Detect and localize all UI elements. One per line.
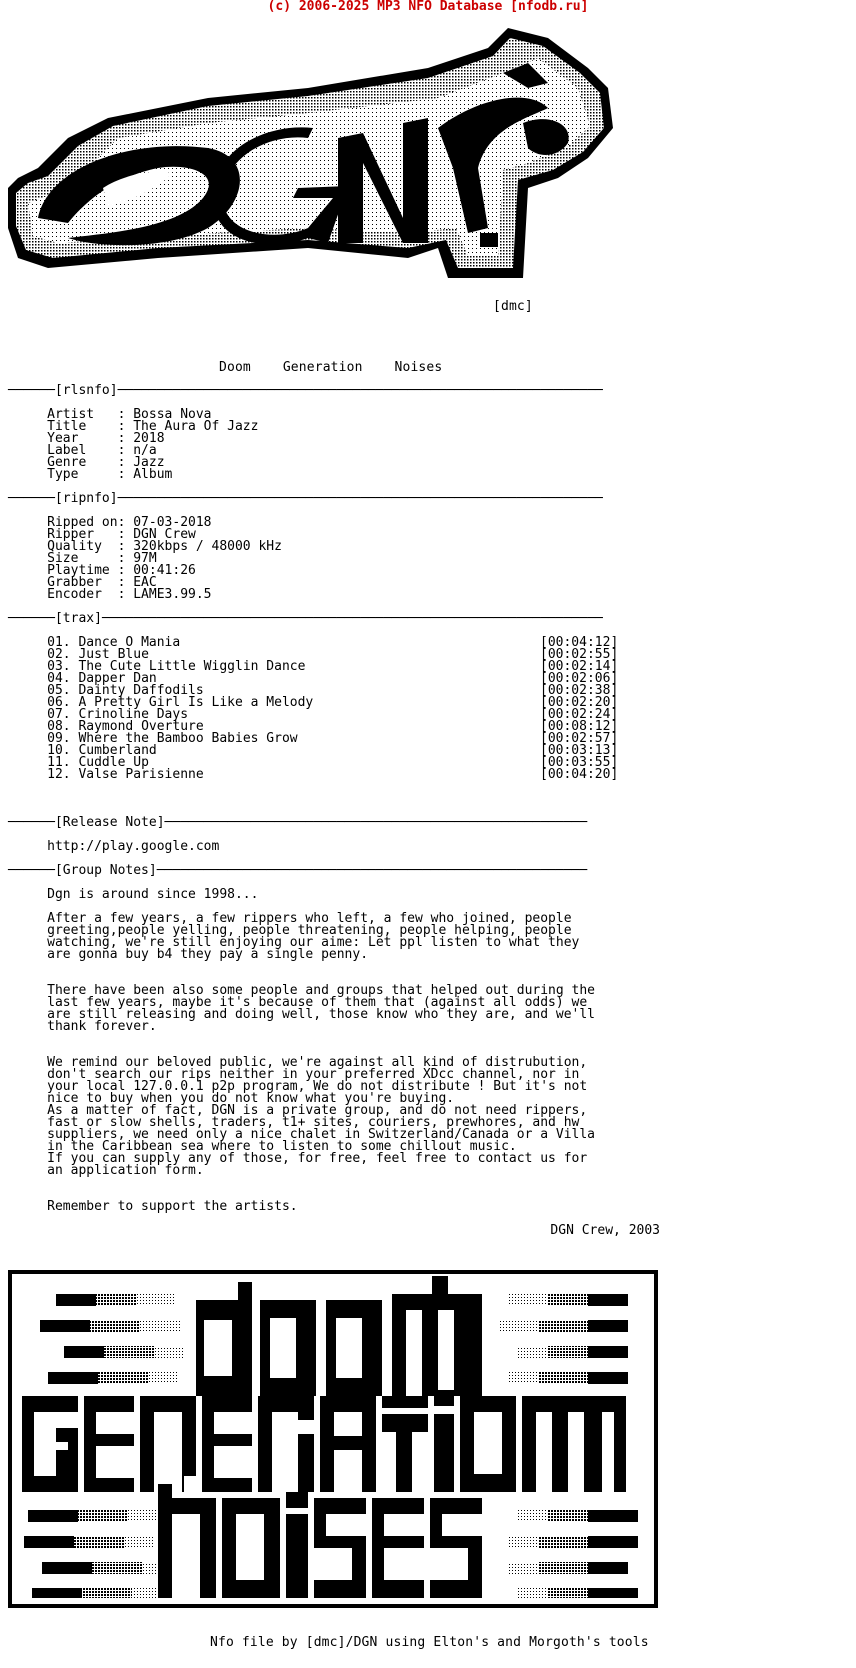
release-title: Title : The Aura Of Jazz bbox=[47, 419, 259, 434]
track-time: [00:03:55] bbox=[540, 755, 619, 770]
track-time: [00:08:12] bbox=[540, 719, 619, 734]
track-title: Dapper Dan bbox=[78, 671, 157, 686]
section-label: [trax] bbox=[54, 611, 102, 626]
group-notes-line: in the Caribbean sea where to listen to some chillout music. bbox=[47, 1139, 517, 1154]
track-time: [00:02:14] bbox=[540, 659, 619, 674]
section-label: [ripnfo] bbox=[54, 491, 118, 506]
group-notes-line: greeting,people yelling, people threatening, people helping, people bbox=[47, 923, 572, 938]
track-number: 09. bbox=[47, 731, 71, 746]
group-notes-remember: Remember to support the artists. bbox=[47, 1199, 298, 1214]
track-title: Where the Bamboo Babies Grow bbox=[78, 731, 298, 746]
rip-quality: Quality : 320kbps / 48000 kHz bbox=[47, 539, 282, 554]
rip-playtime: Playtime : 00:41:26 bbox=[47, 563, 196, 578]
release-label: Label : n/a bbox=[47, 443, 157, 458]
track-number: 04. bbox=[47, 671, 71, 686]
track-title: Cuddle Up bbox=[78, 755, 149, 770]
track-title: A Pretty Girl Is Like a Melody bbox=[78, 695, 314, 710]
track-number: 03. bbox=[47, 659, 71, 674]
group-notes-line: your local 127.0.0.1 p2p program, We do not distribute ! But it's not bbox=[47, 1079, 588, 1094]
group-notes-line: suppliers, we need only a nice chalet in Switzerland/Canada or a Villa bbox=[47, 1127, 596, 1142]
section-divider-group-notes: ──────[Group Notes]─────────────────────────────────────────────────────── bbox=[8, 863, 588, 878]
track-time: [00:02:24] bbox=[540, 707, 619, 722]
group-notes-line: After a few years, a few rippers who left, a few who joined, people bbox=[47, 911, 572, 926]
section-divider-trax: ──────[trax]──────────────────────────────────────────────────────────────── bbox=[8, 611, 603, 626]
group-notes-line: fast or slow shells, traders, t1+ sites, couriers, prewhores, and hw bbox=[47, 1115, 580, 1130]
track-number: 06. bbox=[47, 695, 71, 710]
doom-generation-noises-art bbox=[8, 1270, 660, 1614]
track-time: [00:03:13] bbox=[540, 743, 619, 758]
footer-credit: Nfo file by [dmc]/DGN using Elton's and Morgoth's tools bbox=[210, 1635, 649, 1650]
release-genre: Genre : Jazz bbox=[47, 455, 165, 470]
section-label: [rlsnfo] bbox=[54, 383, 118, 398]
rip-date: Ripped on: 07-03-2018 bbox=[47, 515, 212, 530]
group-notes-line: watching, we're still enjoying our aime: Let ppl listen to what they bbox=[47, 935, 580, 950]
track-number: 02. bbox=[47, 647, 71, 662]
track-title: Dance O Mania bbox=[78, 635, 181, 650]
track-number: 07. bbox=[47, 707, 71, 722]
track-list bbox=[8, 637, 660, 781]
track-number: 10. bbox=[47, 743, 71, 758]
section-divider-release-note: ──────[Release Note]────────────────────────────────────────────────────── bbox=[8, 815, 588, 830]
section-label: [Group Notes] bbox=[54, 863, 157, 878]
rip-ripper: Ripper : DGN Crew bbox=[47, 527, 196, 542]
track-title: Valse Parisienne bbox=[78, 767, 204, 782]
track-time: [00:02:06] bbox=[540, 671, 619, 686]
track-number: 05. bbox=[47, 683, 71, 698]
group-notes-line: are still releasing and doing well, those know who they are, and we'll bbox=[47, 1007, 596, 1022]
group-notes-line: thank forever. bbox=[47, 1019, 157, 1034]
track-number: 01. bbox=[47, 635, 71, 650]
group-notes-paragraph-2 bbox=[8, 985, 660, 1033]
track-number: 11. bbox=[47, 755, 71, 770]
group-notes-line: don't search our rips neither in your preferred XDcc channel, nor in bbox=[47, 1067, 580, 1082]
group-notes-line: As a matter of fact, DGN is a private group, and do not need rippers, bbox=[47, 1103, 588, 1118]
group-notes-line: an application form. bbox=[47, 1163, 204, 1178]
group-notes-line: last few years, maybe it's because of them that (against all odds) we bbox=[47, 995, 588, 1010]
track-title: Cumberland bbox=[78, 743, 157, 758]
track-time: [00:02:55] bbox=[540, 647, 619, 662]
rip-size: Size : 97M bbox=[47, 551, 157, 566]
track-title: The Cute Little Wigglin Dance bbox=[78, 659, 306, 674]
track-title: Dainty Daffodils bbox=[78, 683, 204, 698]
release-note-url: http://play.google.com bbox=[47, 839, 220, 854]
section-divider-rlsnfo: ──────[rlsnfo]────────────────────────────────────────────────────────────── bbox=[8, 383, 603, 398]
group-notes-paragraph-1 bbox=[8, 913, 660, 961]
logo-credit: [dmc] bbox=[493, 299, 533, 314]
release-year: Year : 2018 bbox=[47, 431, 165, 446]
track-time: [00:02:38] bbox=[540, 683, 619, 698]
section-divider-ripnfo: ──────[ripnfo]────────────────────────────────────────────────────────────── bbox=[8, 491, 603, 506]
group-notes-line: are gonna buy b4 they pay a single penny. bbox=[47, 947, 369, 962]
track-time: [00:02:57] bbox=[540, 731, 619, 746]
track-title: Just Blue bbox=[78, 647, 149, 662]
track-number: 12. bbox=[47, 767, 71, 782]
group-notes-line: We remind our beloved public, we're against all kind of distrubution, bbox=[47, 1055, 588, 1070]
track-time: [00:04:12] bbox=[540, 635, 619, 650]
track-row bbox=[8, 769, 660, 781]
track-time: [00:02:20] bbox=[540, 695, 619, 710]
copyright-banner: (c) 2006-2025 MP3 NFO Database [nfodb.ru] bbox=[267, 0, 589, 14]
group-notes-intro: Dgn is around since 1998... bbox=[47, 887, 259, 902]
tagline: Doom Generation Noises bbox=[219, 360, 443, 375]
group-notes-signoff: DGN Crew, 2003 bbox=[550, 1223, 660, 1238]
dgn-logo bbox=[8, 28, 618, 288]
group-notes-line: If you can supply any of those, for free, feel free to contact us for bbox=[47, 1151, 588, 1166]
section-label: [Release Note] bbox=[54, 815, 165, 830]
group-notes-paragraph-3 bbox=[8, 1057, 660, 1177]
release-type: Type : Album bbox=[47, 467, 173, 482]
track-time: [00:04:20] bbox=[540, 767, 619, 782]
nfo-body bbox=[8, 385, 660, 1237]
group-notes-line: nice to buy when you do not know what you're buying. bbox=[47, 1091, 455, 1106]
track-title: Raymond Overture bbox=[78, 719, 204, 734]
track-number: 08. bbox=[47, 719, 71, 734]
group-notes-line: There have been also some people and groups that helped out during the bbox=[47, 983, 596, 998]
track-title: Crinoline Days bbox=[78, 707, 189, 722]
release-artist: Artist : Bossa Nova bbox=[47, 407, 212, 422]
rip-encoder: Encoder : LAME3.99.5 bbox=[47, 587, 212, 602]
rip-grabber: Grabber : EAC bbox=[47, 575, 157, 590]
